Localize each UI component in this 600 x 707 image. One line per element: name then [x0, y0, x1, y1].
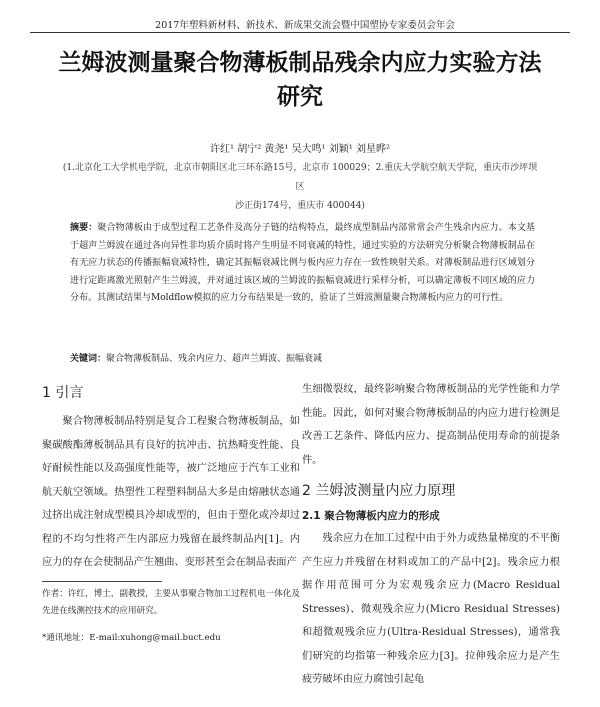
footnote-author-info: 作者：许红，博士，副教授，主要从事聚合物加工过程机电一体化及先进在线测控技术的应用研究。 [42, 588, 300, 616]
footnote-rule [42, 581, 162, 582]
title-line-1: 兰姆波测量聚合物薄板制品残余内应力实验方法 [58, 50, 542, 76]
affiliation-line-2: 沙正街174号，重庆市 400044) [235, 201, 365, 211]
running-header: 2017年塑料新材料、新技术、新成果交流会暨中国塑协专家委员会年会 [155, 20, 455, 31]
abstract [70, 220, 535, 308]
section-1-heading: 1 引言 [42, 385, 84, 401]
keywords-text: 聚合物薄板制品、残余内应力、超声兰姆波、振幅衰减 [106, 354, 323, 364]
footnote-email: *通讯地址：E-mail:xuhong@mail.buct.edu [42, 632, 221, 643]
left-column [42, 382, 300, 647]
header-rule [30, 32, 570, 33]
keywords [70, 351, 535, 364]
affiliations [60, 159, 540, 216]
continued-paragraph: 生细微裂纹，最终影响聚合物薄板制品的光学性能和力学性能。因此，如何对聚合物薄板制品的内应力进行检测是改善工艺条件、降低内应力、提高制品使用寿命的前提条件。 [302, 384, 560, 466]
abstract-label: 摘要： [70, 223, 98, 233]
section-1-paragraph: 聚合物薄板制品特别是复合工程聚合物薄板制品，如聚碳酸酯薄板制品具有良好的抗冲击、抗热畸变性能、良好耐候性能以及高强度性能等，被广泛地应于汽车工业和航天航空领域。热塑性工程塑料制品大多是由熔融状态通过挤出成注射成型模具冷却成型的，但由于塑化或冷却过程的不均匀性将产生内部应力残留在最终制品内[1]。内应力的存在会使制品产生翘曲、变形甚至会在制品表面产 [42, 416, 300, 568]
abstract-text: 聚合物薄板由于成型过程工艺条件及高分子链的结构特点，最终成型制品内部常常会产生残余内应力。本文基于超声兰姆波在通过各向异性非均质介质时将产生明显不同衰减的特性，通过实验的方法研究分析聚合物薄板制品在有无应力状态的传播振幅衰减特性，确定其振幅衰减比例与板内应力存在一致性映射关系。对薄板制品进行区域划分进行定距离激光照射产生兰姆波，并对通过该区域的兰姆波的振幅衰减进行采样分析，可以确定薄板不同区域的应力分布。其测试结果与Moldflow模拟的应力分布结果是一致的，验证了兰姆波测量聚合物薄板内应力的可行性。 [70, 223, 535, 303]
author-list: 许红¹ 胡宁² 黄尧¹ 吴大鸣¹ 刘颖¹ 刘星晔² [210, 144, 390, 155]
section-2-1-paragraph: 残余应力在加工过程中由于外力或热量梯度的不平衡产生应力并残留在材料或加工的产品中[2]。残余应力根据作用范围可分为宏观残余应力(Macro Residual Stresses)、微观残余应力(Micro Residual Stresses)和超微观残余应力(Ultra-Residual Stresses)，通常我们研究的均指第一种残余应力[3]。拉伸残余应力是产生疲劳破坏由应力腐蚀引起龟 [302, 533, 560, 685]
affiliation-line-1: (1.北京化工大学机电学院，北京市朝阳区北三环东路15号，北京市 100029；2.重庆大学航空航天学院，重庆市沙坪坝区 [62, 163, 538, 192]
title-line-2: 研究 [277, 84, 323, 110]
subsection-2-1-heading: 2.1 聚合物薄板内应力的形成 [302, 510, 440, 522]
right-column [302, 378, 560, 692]
keywords-label: 关键词： [70, 354, 107, 364]
paper-title [40, 46, 560, 114]
section-2-heading: 2 兰姆波测量内应力原理 [302, 483, 456, 499]
